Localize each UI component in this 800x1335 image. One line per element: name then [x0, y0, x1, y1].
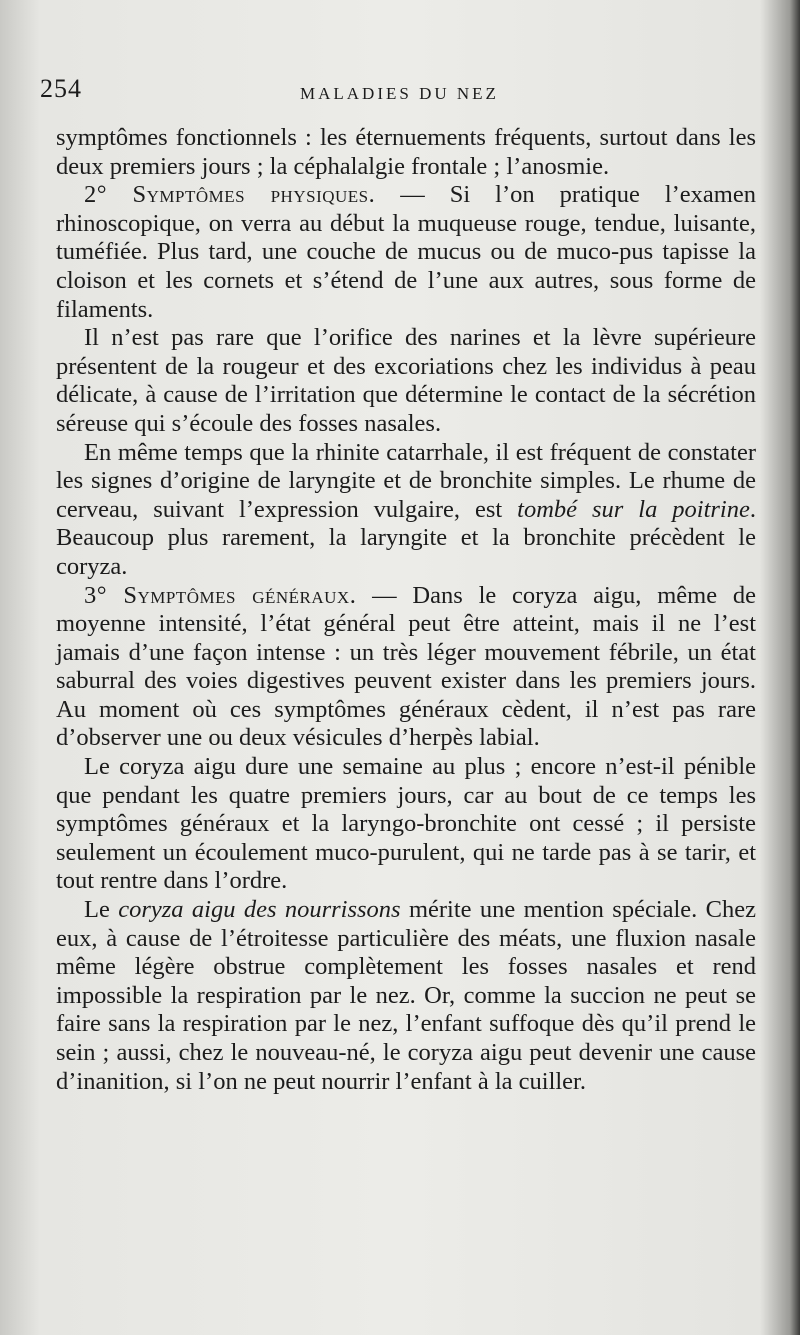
paragraph-text: . Beaucoup plus rarement, la laryngite et la bronchite précèdent le coryza.	[56, 495, 756, 580]
paragraph-text: Le	[84, 896, 119, 924]
italic-phrase: coryza aigu des nourrissons	[118, 896, 401, 924]
paragraph-text: — Dans le coryza aigu, même de moyenne intensité, l’état général peut être atteint, mais il ne l’est jamais d’une façon intense : un très léger mouvement fébrile, un état saburral des voies digestives peuvent exister dans les premiers jours. Au moment où ces symptômes généraux cèdent, il n’est pas rare d’observer une ou deux vésicules d’herpès labial.	[56, 581, 756, 752]
page-number: 254	[40, 74, 82, 103]
paragraph-text: Il n’est pas rare que l’orifice des narines et la lèvre supérieure présentent de la rougeur et des excoriations chez les individus à peau délicate, à cause de l’irritation que détermine le contact de la sécrétion séreuse qui s’écoule des fosses nasales.	[56, 324, 756, 437]
paragraph-text: — Si l’on pratique l’examen rhinoscopique, on verra au début la muqueuse rouge, tendue, luisante, tuméfiée. Plus tard, une couche de mucus ou de muco-pus tapisse la cloison et les cornets et s’étend de l’une aux autres, sous forme de filaments.	[56, 181, 756, 323]
paragraph-infants	[56, 896, 756, 1096]
paragraph-text: Le coryza aigu dure une semaine au plus ; encore n’est-il pénible que pendant les quatre premiers jours, car au bout de ce temps les symptômes généraux et la laryngo-bronchite ont cessé ; il persiste seulement un écoulement muco-purulent, qui ne tarde pas à se tarir, et tout rentre dans l’ordre.	[56, 753, 756, 895]
paragraph-physical-symptoms	[56, 181, 756, 324]
paragraph-text: symptômes fonctionnels : les éternuements fréquents, surtout dans les deux premiers jours ; la céphalalgie frontale ; l’anosmie.	[56, 124, 756, 180]
section-heading-physical: 2° Symptômes physiques.	[84, 181, 376, 209]
paragraph-text: En même temps que la rhinite catarrhale, il est fréquent de constater les signes d’origine de laryngite et de bronchite simples. Le rhume de cerveau, suivant l’expression vulgaire, est	[56, 438, 756, 523]
paragraph-continuation	[56, 124, 756, 181]
running-title: MALADIES DU NEZ	[300, 84, 499, 103]
paragraph-laryngitis	[56, 439, 756, 582]
paragraph-general-symptoms	[56, 582, 756, 754]
italic-phrase: tombé sur la poitrine	[517, 495, 750, 523]
paragraph-duration	[56, 753, 756, 896]
paragraph-text: mérite une mention spéciale. Chez eux, à cause de l’étroitesse particulière des méats, une fluxion nasale même légère obstrue complètement les fosses nasales et rend impossible la respiration par le nez. Or, comme la succion ne peut se faire sans la respiration par le nez, l’enfant suffoque dès qu’il prend le sein ; aussi, chez le nouveau-né, le coryza aigu peut devenir une cause d’inanition, si l’on ne peut nourrir l’enfant à la cuiller.	[56, 896, 757, 1095]
body-text	[56, 124, 756, 1096]
paragraph-excoriations	[56, 324, 756, 438]
section-heading-general: 3° Symptômes généraux.	[84, 581, 357, 609]
page-header	[40, 74, 760, 110]
